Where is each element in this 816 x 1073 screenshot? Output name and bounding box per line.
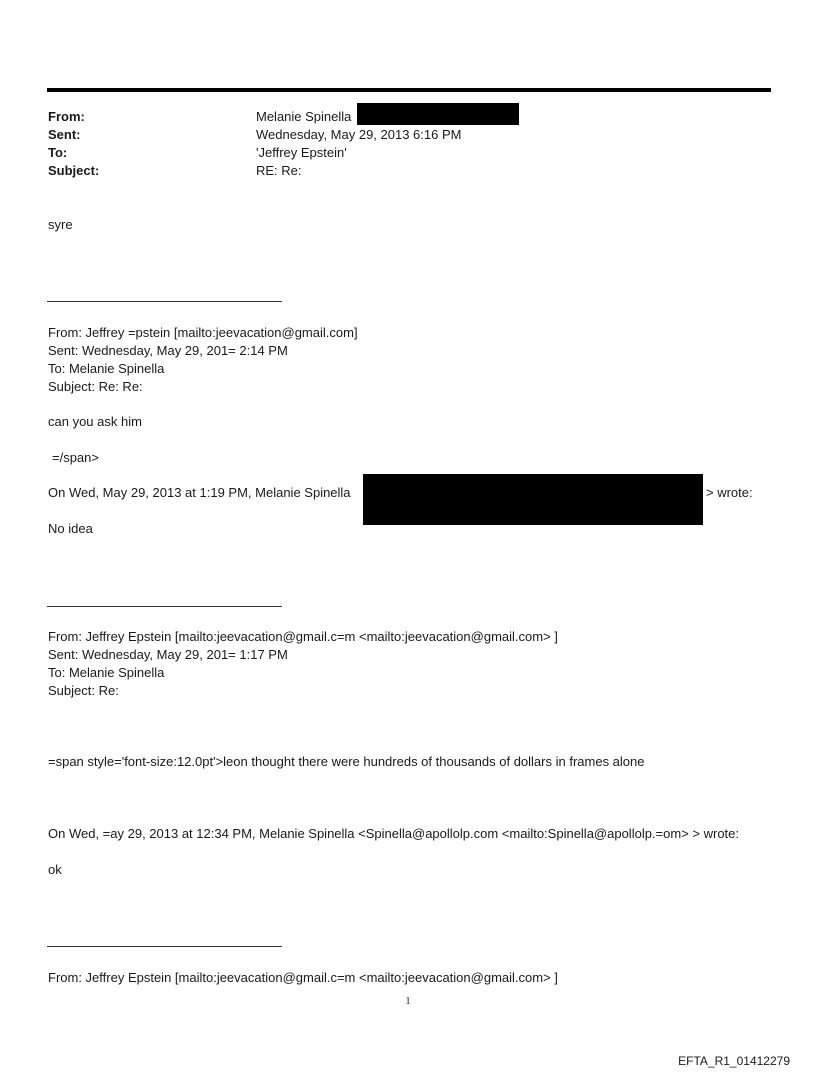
- separator-line: [47, 606, 282, 607]
- msg1-span: =/span>: [52, 450, 99, 465]
- subject-label: Subject:: [48, 163, 100, 178]
- msg1-to: To: Melanie Spinella: [48, 361, 165, 376]
- bates-number: EFTA_R1_01412279: [678, 1054, 790, 1068]
- msg1-sent: Sent: Wednesday, May 29, 201= 2:14 PM: [48, 343, 288, 358]
- redaction-box-quoted-email: [363, 474, 703, 525]
- sent-value: Wednesday, May 29, 2013 6:16 PM: [256, 127, 462, 142]
- reply-text: syre: [48, 217, 73, 232]
- quote1-line: On Wed, May 29, 2013 at 1:19 PM, Melanie Spinella: [48, 485, 351, 500]
- quote2-line: On Wed, =ay 29, 2013 at 12:34 PM, Melanie Spinella <Spinella@apollolp.com <mailto:Spinella@apollolp.=om> > wrote:: [48, 826, 740, 841]
- msg2-from: From: Jeffrey Epstein [mailto:jeevacation@gmail.c=m <mailto:jeevacation@gmail.com> ]: [48, 629, 558, 644]
- separator-line: [47, 946, 282, 947]
- header-rule: [47, 88, 771, 92]
- msg1-from: From: Jeffrey =pstein [mailto:jeevacation@gmail.com]: [48, 325, 358, 340]
- msg1-text: can you ask him: [48, 414, 142, 429]
- page-number: 1: [405, 996, 411, 1007]
- subject-value: RE: Re:: [256, 163, 302, 178]
- from-label: From:: [48, 109, 85, 124]
- quote1-wrote: > wrote:: [706, 485, 753, 500]
- redaction-box-sender-email: [357, 103, 519, 125]
- msg3-from: From: Jeffrey Epstein [mailto:jeevacation@gmail.c=m <mailto:jeevacation@gmail.com> ]: [48, 970, 558, 985]
- msg2-text: =span style='font-size:12.0pt'>leon thought there were hundreds of thousands of dollars in frames alone: [48, 754, 645, 769]
- from-value: Melanie Spinella: [256, 109, 352, 124]
- separator-line: [47, 301, 282, 302]
- quote2-text: ok: [48, 862, 62, 877]
- msg1-subject: Subject: Re: Re:: [48, 379, 143, 394]
- sent-label: Sent:: [48, 127, 81, 142]
- to-value: 'Jeffrey Epstein': [256, 145, 347, 160]
- msg2-sent: Sent: Wednesday, May 29, 201= 1:17 PM: [48, 647, 288, 662]
- msg2-to: To: Melanie Spinella: [48, 665, 165, 680]
- quote1-text: No idea: [48, 521, 93, 536]
- to-label: To:: [48, 145, 68, 160]
- msg2-subject: Subject: Re:: [48, 683, 119, 698]
